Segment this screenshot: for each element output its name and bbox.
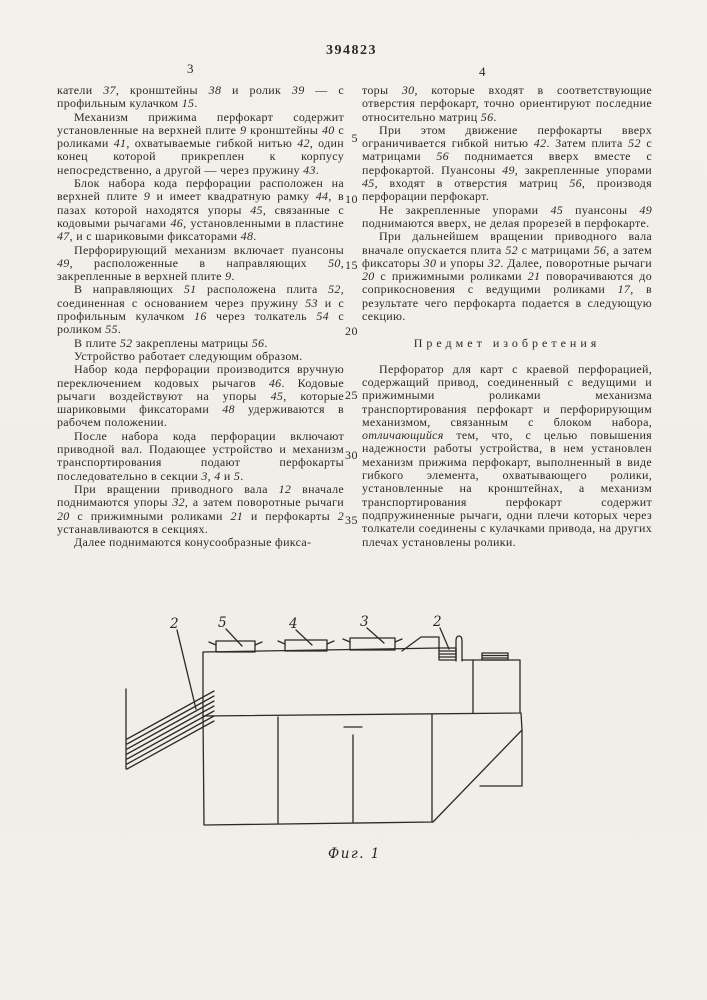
hopper-section-5 [209,641,262,652]
machine-lower-body [203,713,522,825]
paragraph: Не закрепленные упорами 45 пуансоны 49 поднимаются вверх, не делая прорезей в перфокарте. [362,202,652,230]
paragraph: Далее поднимаются конусообразные фикса- [74,535,312,550]
right-column-upper-paragraphs [362,84,652,323]
margin-line-number: 25 [345,388,358,402]
patent-number: 394823 [326,43,377,58]
paragraph: При этом движение перфокарты вверх ограничивается гибкой нитью 42. Затем плита 52 с матрицами 56 поднимается вверх вместе с перфокартой. Пуансоны 49, закрепленные упорами 45, входят в отверстия матриц 56, производя перфорации перфокарт. [362,122,652,204]
right-column-claims-paragraphs [362,363,652,549]
figure-label-2-left: 2 [170,616,179,632]
figure-label-2-right: 2 [433,614,442,630]
margin-line-number: 20 [345,324,358,338]
paragraph: После набора кода перфорации включают приводной вал. Подающее устройство и механизм транспортирования подают перфокарты последовательно в секции 3, 4 и 5. [57,428,344,483]
figure-label-3: 3 [360,614,369,630]
page-number-left: 3 [187,61,194,76]
paragraph: Перфорирующий механизм включает пуансоны 49, расположенные в направляющих 50, закрепленные в верхней плите 9. [57,242,344,284]
label-leader-lines [177,628,449,709]
paragraph: Устройство работает следующим образом. [74,348,303,363]
machine-upper-body [203,636,520,716]
right-text-column [362,84,652,549]
figure-label-4: 4 [289,616,298,632]
margin-line-number: 15 [345,258,358,272]
paragraph: катели 37, кронштейны 38 и ролик 39 — с профильным кулачком 15. [57,83,345,111]
figure-label-5: 5 [218,615,227,631]
left-text-column [57,84,344,549]
card-stack-left [126,689,214,769]
paragraph: Механизм прижима перфокарт содержит установленные на верхней плите 9 кронштейны 40 с роликами 41, охватываемые гибкой нитью 42, один конец которой прикреплен к корпусу непосредственно, а другой — через пружину 43. [57,109,344,177]
margin-line-number: 5 [351,131,358,145]
paragraph: торы 30, которые входят в соответствующие отверстия перфокарт, точно ориентируют последние относительно матриц 56. [362,83,652,124]
page-number-right: 4 [479,64,486,79]
margin-line-number: 35 [345,513,358,527]
paragraph: Перфоратор для карт с краевой перфорацией, содержащий привод, соединенный с ведущими и прижимными роликами механизма транспортирования перфокарт и перфорирующим механизмом, связанным с блоком набора, отличающийся тем, что, с целью повышения надежности работы устройства, в нем установлен механизм прижима перфокарт, выполненный в виде гибкого элемента, охватывающего ролики, установленные на кронштейнах, а механизм транспортирования перфокарт содержит подпружиненные рычаги, одни плечи которых через толкатели соединены с кулачками привода, на других плечах установлены ролики. [362,361,652,549]
figure-caption: Фиг. 1 [328,846,381,862]
claims-heading: Предмет изобретения [413,336,601,351]
margin-line-number: 30 [345,448,358,462]
paragraph: Набор кода перфорации производится вручную переключением кодовых рычагов 46. Кодовые рычаги воздействуют на упоры 45, которые шариковыми фиксаторами 48 удерживаются в рабочем положении. [57,362,345,430]
paragraph: Блок набора кода перфорации расположен на верхней плите 9 и имеет квадратную рамку 44, в пазах которой находятся упоры 45, связанные с кодовыми рычагами 46, установленными в пластине 47, и с шариковыми фиксаторами 48. [57,176,345,244]
hopper-section-4 [278,640,334,651]
paragraph: В плите 52 закреплены матрицы 56. [74,335,268,350]
hopper-section-3 [343,638,402,650]
paragraph: В направляющих 51 расположена плита 52, соединенная с основанием через пружину 53 и с профильным кулачком 16 через толкатель 54 с роликом 55. [57,282,345,337]
margin-line-number: 10 [345,192,358,206]
paragraph: При дальнейшем вращении приводного вала вначале опускается плита 52 с матрицами 56, а затем фиксаторы 30 и упоры 32. Далее, поворотные рычаги 20 с прижимными роликами 21 поворачиваются до соприкосновения с ведущими роликами 17, в результате чего перфокарта подается в следующую секцию. [362,229,653,324]
paragraph: При вращении приводного вала 12 вначале поднимаются упоры 32, а затем поворотные рычаги 20 с прижимными роликами 21 и перфокарты 2 устанавливаются в секциях. [57,481,344,536]
